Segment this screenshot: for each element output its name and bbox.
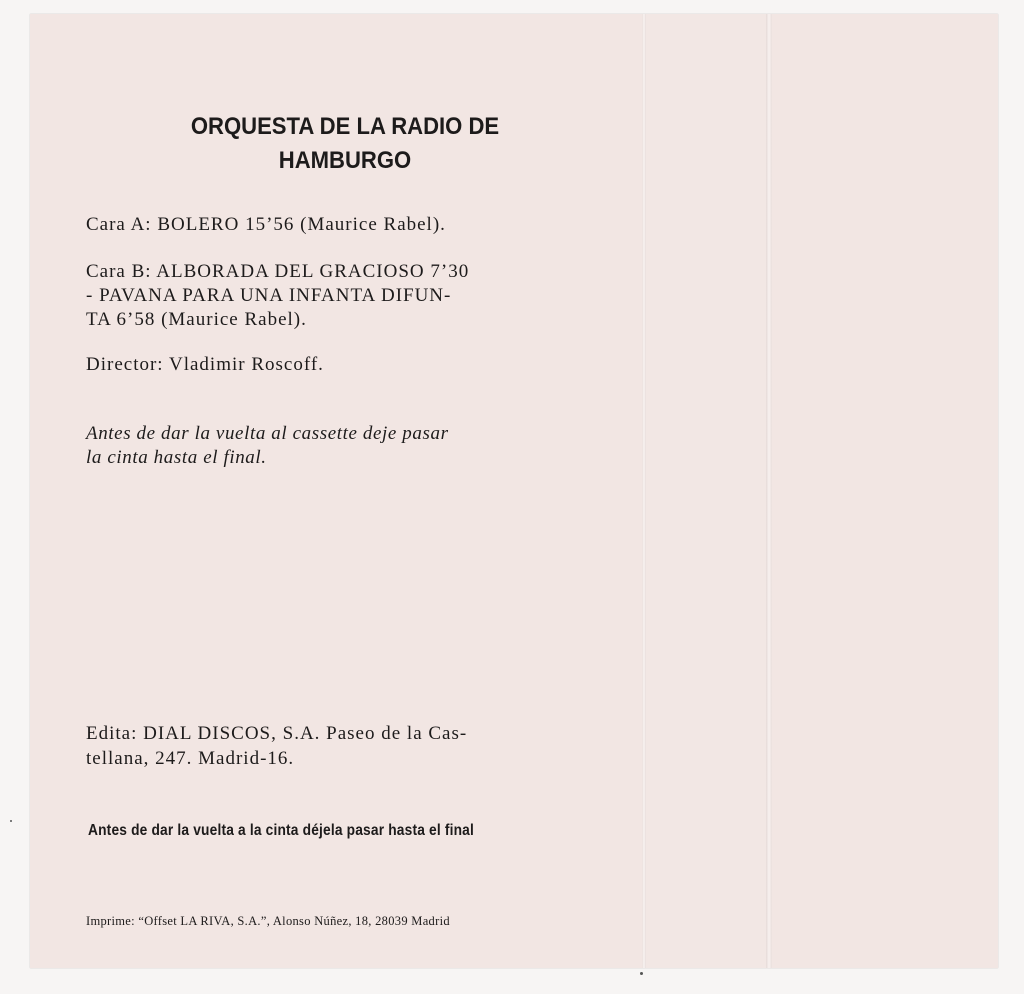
cassette-instruction-bold: Antes de dar la vuelta a la cinta déjela pasar hasta el final: [88, 822, 474, 839]
fold-crease-left: [642, 14, 646, 968]
publisher-line-1: Edita: DIAL DISCOS, S.A. Paseo de la Cas-: [86, 723, 468, 744]
side-b-line-3: TA 6’58 (Maurice Rabel).: [86, 309, 307, 330]
fold-crease-right: [766, 14, 772, 968]
spine-panel: [646, 14, 766, 968]
side-b-line-2: - PAVANA PARA UNA INFANTA DIFUN-: [86, 285, 452, 306]
speck-mark: [10, 820, 12, 822]
italic-note-line-2: la cinta hasta el final.: [86, 447, 267, 468]
album-title: [120, 110, 571, 178]
side-b-line-1: Cara B: ALBORADA DEL GRACIOSO 7’30: [86, 261, 470, 282]
title-line-2: HAMBURGO: [278, 147, 412, 174]
title-line-1: ORQUESTA DE LA RADIO DE: [190, 113, 500, 140]
side-a-tracks: Cara A: BOLERO 15’56 (Maurice Rabel).: [86, 214, 446, 235]
publisher-line-2: tellana, 247. Madrid-16.: [86, 748, 295, 769]
cassette-insert-card: [30, 14, 998, 968]
italic-note-line-1: Antes de dar la vuelta al cassette deje pasar: [86, 423, 449, 444]
printer-credit: Imprime: “Offset LA RIVA, S.A.”, Alonso Núñez, 18, 28039 Madrid: [86, 914, 450, 928]
director-credit: Director: Vladimir Roscoff.: [86, 354, 324, 375]
speck-mark: [640, 972, 643, 975]
cassette-instruction-italic: [86, 422, 449, 470]
